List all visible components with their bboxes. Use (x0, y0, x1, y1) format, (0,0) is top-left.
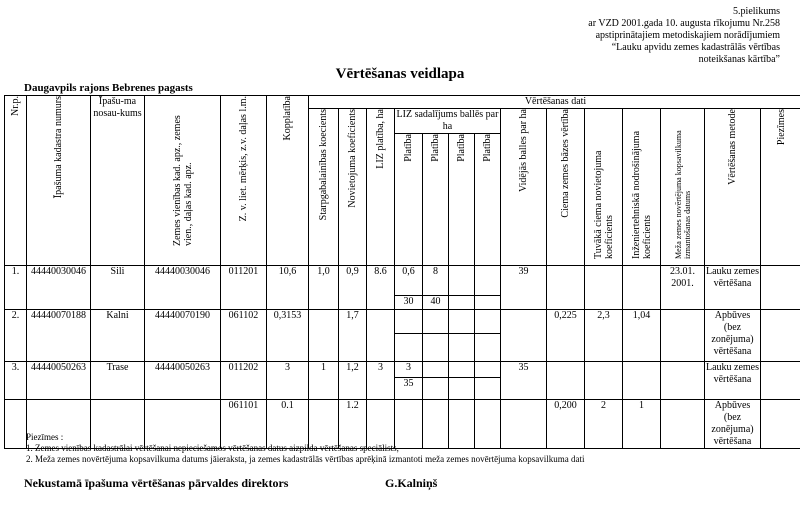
header-total-area: Kopplatība (267, 96, 309, 266)
cell-method: Lauku zemes vērtēšana (705, 362, 761, 400)
header-forest-date: Meža zemes novērtējuma kopsavilkuma izmantošanas datums (661, 109, 705, 266)
cell-p2: 8 (423, 266, 449, 296)
cell-cadastral: 44440070188 (27, 310, 91, 362)
cell-notes (761, 400, 800, 449)
cell-p1 (395, 310, 423, 334)
cell-code: 061102 (221, 310, 267, 362)
cell-b1: 30 (395, 296, 423, 310)
cell-coef2: 0,9 (339, 266, 367, 310)
cell-code: 061101 (221, 400, 267, 449)
cell-ecoef: 1,04 (623, 310, 661, 362)
table-row (5, 266, 800, 296)
cell-notes (761, 266, 800, 310)
cell-method: Apbūves (bez zonējuma) vērtēšana (705, 400, 761, 449)
cell-nr: 3. (5, 362, 27, 400)
table-row (5, 310, 800, 334)
cell-coef1: 1,0 (309, 266, 339, 310)
cell-ecoef (623, 266, 661, 310)
cell-coef2: 1.2 (339, 400, 367, 449)
cell-method: Lauku zemes vērtēšana (705, 266, 761, 310)
cell-p1: 3 (395, 362, 423, 378)
cell-date (661, 362, 705, 400)
cell-p3 (449, 362, 475, 378)
annex-line-2: ar VZD 2001.gada 10. augusta rīkojumu Nr.258 (588, 18, 780, 29)
cell-b1 (395, 334, 423, 362)
cell-cadastral: 44440030046 (27, 266, 91, 310)
cell-method: Apbūves (bez zonējuma) vērtēšana (705, 310, 761, 362)
cell-p4 (475, 310, 501, 334)
header-liz-group: LIZ sadalījums ballēs par ha (395, 109, 501, 134)
header-nr: Nr.p. (5, 96, 27, 266)
cell-b1: 35 (395, 378, 423, 400)
annex-line-3: apstiprinātajiem metodiskajiem norādījumiem (595, 30, 780, 41)
cell-area: 0,3153 (267, 310, 309, 362)
table-row (5, 362, 800, 378)
cell-date: 23.01. 2001. (661, 266, 705, 310)
header-liz-col-4: Platība (475, 134, 501, 266)
cell-liz: 8.6 (367, 266, 395, 310)
cell-avg: 35 (501, 362, 547, 400)
cell-cadastral: 44440050263 (27, 362, 91, 400)
cell-base: 0,200 (547, 400, 585, 449)
cell-nr: 1. (5, 266, 27, 310)
cell-code: 011202 (221, 362, 267, 400)
signature-name: G.Kalniņš (385, 476, 438, 490)
cell-notes (761, 362, 800, 400)
cell-b4 (475, 334, 501, 362)
annex-line-4: “Lauku apvidu zemes kadastrālās vērtības (611, 42, 780, 53)
header-coef-between: Starpgabalainības koecients (309, 109, 339, 266)
cell-date (661, 400, 705, 449)
cell-p4 (475, 362, 501, 378)
cell-unit: 44440050263 (145, 362, 221, 400)
cell-p1: 0,6 (395, 266, 423, 296)
cell-p2 (423, 310, 449, 334)
cell-area: 10,6 (267, 266, 309, 310)
cell-liz (367, 310, 395, 362)
header-liz-area: LIZ platība, ha (367, 109, 395, 266)
cell-vcoef: 2 (585, 400, 623, 449)
cell-b3 (449, 296, 475, 310)
cell-name: Sili (91, 266, 145, 310)
cell-name: Kalni (91, 310, 145, 362)
cell-b3 (449, 378, 475, 400)
cell-p2 (423, 362, 449, 378)
cell-area: 0.1 (267, 400, 309, 449)
cell-base (547, 266, 585, 310)
header-method: Vērtēšanas metode (705, 109, 761, 266)
cell-unit: 44440070190 (145, 310, 221, 362)
cell-b3 (449, 334, 475, 362)
header-cadastral: Īpašuma kadastra numurs (27, 96, 91, 266)
cell-p3 (449, 266, 475, 296)
header-avg-points: Vidējās balles par ha (501, 109, 547, 266)
header-z-code: Z. v. liet. mērķis, z.v. daļas l.m. (221, 96, 267, 266)
cell-b2: 40 (423, 296, 449, 310)
cell-b4 (475, 296, 501, 310)
cell-avg (501, 310, 547, 362)
cell-coef1: 1 (309, 362, 339, 400)
cell-p4 (475, 266, 501, 296)
cell-b2 (423, 334, 449, 362)
footnotes-heading: Piezīmes : (26, 432, 64, 442)
header-coef-distance: Novietojuma koeficients (339, 109, 367, 266)
cell-date (661, 310, 705, 362)
signature-position: Nekustamā īpašuma vērtēšanas pārvaldes direktors (24, 476, 289, 490)
cell-base: 0,225 (547, 310, 585, 362)
cell-nr: 2. (5, 310, 27, 362)
cell-area: 3 (267, 362, 309, 400)
header-liz-col-2: Platība (423, 134, 449, 266)
cell-coef2: 1,2 (339, 362, 367, 400)
annex-line-1: 5.pielikums (733, 6, 780, 17)
footnote-2: 2. Meža zemes novērtējuma kopsavilkuma datums jāieraksta, ja zemes kadastrālās vērtības aprēķinā izmantoti meža zemes novērtējuma kopsavilkuma dati (26, 454, 585, 464)
annex-line-5: noteikšanas kārtība” (698, 54, 780, 65)
cell-liz: 3 (367, 362, 395, 400)
cell-ecoef (623, 362, 661, 400)
cell-avg: 39 (501, 266, 547, 310)
page-title: Vērtēšanas veidlapa (335, 66, 465, 82)
annex-reference (588, 6, 780, 66)
header-base-value: Ciema zemes bāzes vērtība (547, 109, 585, 266)
cell-vcoef: 2,3 (585, 310, 623, 362)
cell-notes (761, 310, 800, 362)
cell-ecoef: 1 (623, 400, 661, 449)
cell-unit: 44440030046 (145, 266, 221, 310)
header-village-coef: Tuvākā ciema novietojuma koeficients (585, 109, 623, 266)
cell-b4 (475, 378, 501, 400)
header-liz-col-3: Platība (449, 134, 475, 266)
cell-name: Trase (91, 362, 145, 400)
cell-b2 (423, 378, 449, 400)
header-liz-col-1: Platība (395, 134, 423, 266)
cell-base (547, 362, 585, 400)
cell-vcoef (585, 266, 623, 310)
valuation-table (4, 95, 800, 449)
cell-nr (5, 400, 27, 449)
header-unit: Zemes vienības kad. apz., zemes vien., daļas kad. apz. (145, 96, 221, 266)
region-label: Daugavpils rajons Bebrenes pagasts (24, 82, 193, 94)
cell-code: 011201 (221, 266, 267, 310)
header-notes: Piezīmes (761, 109, 800, 266)
cell-coef2: 1,7 (339, 310, 367, 362)
footnote-1: 1. Zemes vienības kadastrālai vērtēšanai nepieciešamos vērtēšanas datus aizpilda vērtēšanas speciālists, (26, 443, 399, 453)
cell-p3 (449, 310, 475, 334)
footnotes (26, 432, 585, 465)
cell-vcoef (585, 362, 623, 400)
cell-coef1 (309, 310, 339, 362)
header-group: Vērtēšanas dati (309, 96, 800, 109)
header-eng-coef: Inženiertehniskā nodrošinājuma koeficients (623, 109, 661, 266)
header-name: Īpašu-ma nosau-kums (91, 96, 145, 266)
